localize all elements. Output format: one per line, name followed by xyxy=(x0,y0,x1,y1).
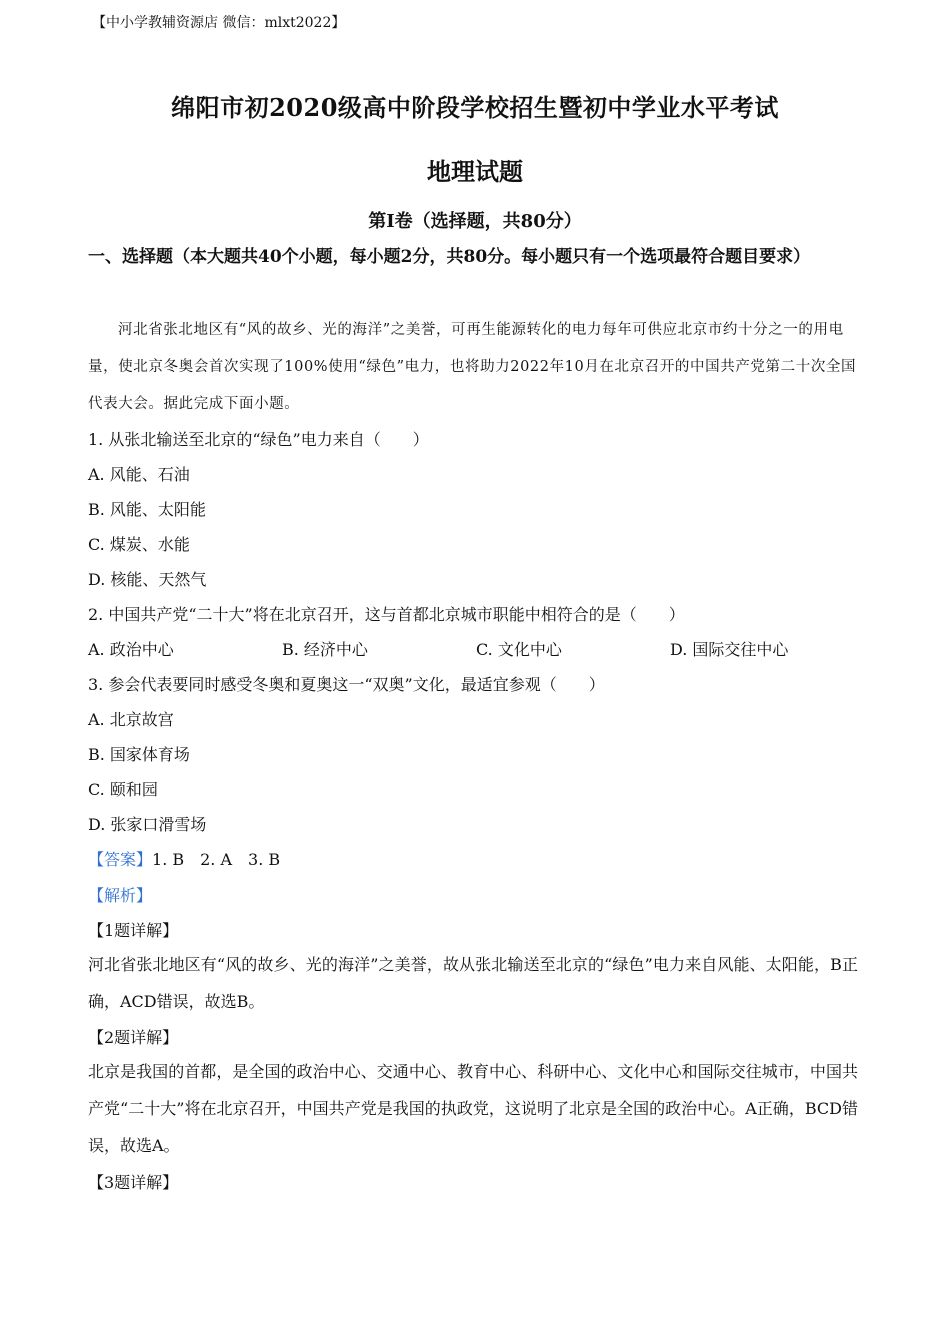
q3-option-a: A. 北京故宫 xyxy=(88,710,174,729)
exam-subject: 地理试题 xyxy=(427,157,523,186)
exam-title: 绵阳市初2020级高中阶段学校招生暨初中学业水平考试 xyxy=(171,93,779,122)
answer-text: 1. B 2. A 3. B xyxy=(152,850,281,869)
q3-option-c: C. 颐和园 xyxy=(88,780,158,799)
question-3: 3. 参会代表要同时感受冬奥和夏奥这一“双奥”文化，最适宜参观（ ） xyxy=(88,675,605,694)
q2-option-a: A. 政治中心 xyxy=(88,640,174,659)
question-2: 2. 中国共产党“二十大”将在北京召开，这与首都北京城市职能中相符合的是（ ） xyxy=(88,605,685,624)
q1-option-b: B. 风能、太阳能 xyxy=(88,500,206,519)
q2-option-b: B. 经济中心 xyxy=(282,640,368,659)
answer-row xyxy=(88,847,280,870)
detail-1-text: 河北省张北地区有“风的故乡、光的海洋”之美誉，故从张北输送至北京的“绿色”电力来自风能、太阳能，B正确，ACD错误，故选B。 xyxy=(88,955,858,1011)
question-1: 1. 从张北输送至北京的“绿色”电力来自（ ） xyxy=(88,430,429,449)
section-heading: 一、选择题（本大题共40个小题，每小题2分，共80分。每小题只有一个选项最符合题目要求） xyxy=(88,247,811,267)
analysis-label: 【解析】 xyxy=(88,886,153,905)
q3-option-d: D. 张家口滑雪场 xyxy=(88,815,207,834)
q1-option-a: A. 风能、石油 xyxy=(88,465,190,484)
q2-option-c: C. 文化中心 xyxy=(476,640,562,659)
q3-option-b: B. 国家体育场 xyxy=(88,745,190,764)
reading-passage: 河北省张北地区有“风的故乡、光的海洋”之美誉，可再生能源转化的电力每年可供应北京市约十分之一的用电量，使北京冬奥会首次实现了100%使用“绿色”电力，也将助力2022年10月在北京召开的中国共产党第二十次全国代表大会。据此完成下面小题。 xyxy=(88,322,857,412)
detail-2-text: 北京是我国的首都，是全国的政治中心、交通中心、教育中心、科研中心、文化中心和国际交往城市，中国共产党“二十大”将在北京召开，中国共产党是我国的执政党，这说明了北京是全国的政治中心。A正确，BCD错误，故选A。 xyxy=(88,1062,858,1155)
detail-3-label: 【3题详解】 xyxy=(88,1173,179,1192)
q2-option-d: D. 国际交往中心 xyxy=(670,640,789,659)
detail-1-label: 【1题详解】 xyxy=(88,921,179,940)
detail-2-label: 【2题详解】 xyxy=(88,1028,179,1047)
q1-option-d: D. 核能、天然气 xyxy=(88,570,207,589)
volume-title: 第Ⅰ卷（选择题，共80分） xyxy=(368,211,582,232)
answer-label: 【答案】 xyxy=(88,850,153,869)
header-note: 【中小学教辅资源店 微信：mlxt2022】 xyxy=(92,15,346,31)
q1-option-c: C. 煤炭、水能 xyxy=(88,535,190,554)
